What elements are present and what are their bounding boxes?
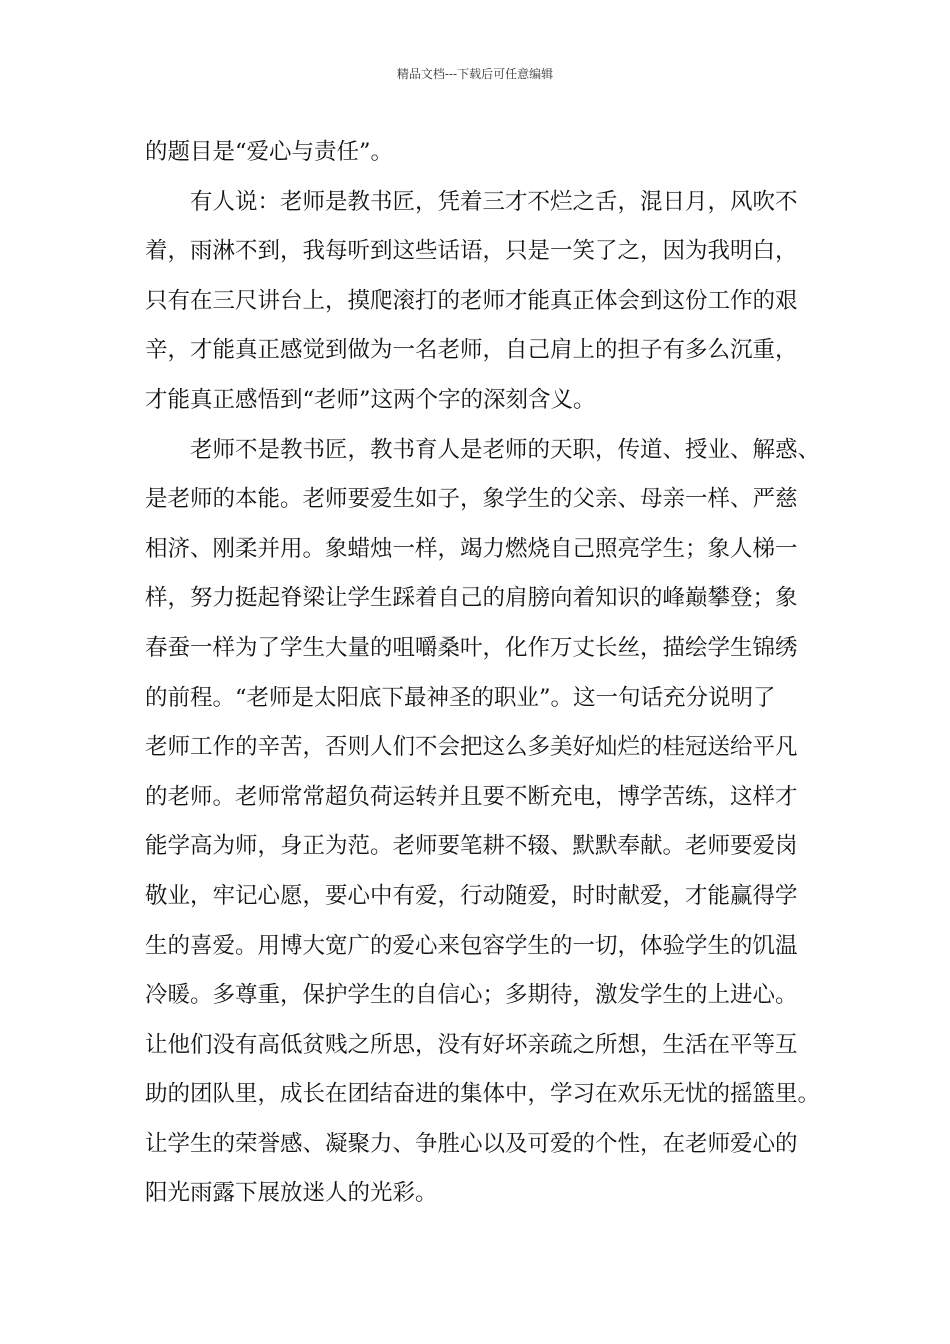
page-header: 精品文档---下载后可任意编辑: [396, 67, 554, 81]
text-line: 相济、刚柔并用。象蜡烛一样，竭力燃烧自己照亮学生；象人梯一: [145, 535, 798, 562]
text-line: 让学生的荣誉感、凝聚力、争胜心以及可爱的个性，在老师爱心的: [145, 1130, 798, 1157]
text-line: 的题目是“爱心与责任”。: [145, 139, 394, 165]
text-line: 能学高为师，身正为范。老师要笔耕不辍、默默奉献。老师要爱岗: [145, 833, 798, 860]
text-line: 敬业，牢记心愿，要心中有爱，行动随爱，时时献爱，才能赢得学: [145, 882, 798, 909]
text-line: 助的团队里，成长在团结奋进的集体中，学习在欢乐无忧的摇篮里。: [145, 1081, 821, 1108]
text-line: 的前程。“老师是太阳底下最神圣的职业”。这一句话充分说明了: [145, 684, 776, 711]
text-line: 生的喜爱。用博大宽广的爱心来包容学生的一切，体验学生的饥温: [145, 932, 798, 959]
text-line: 是老师的本能。老师要爱生如子，象学生的父亲、母亲一样、严慈: [145, 486, 798, 513]
paragraph-start-line: 老师不是教书匠，教书育人是老师的天职，传道、授业、解惑、: [190, 436, 821, 463]
text-line: 样，努力挺起脊梁让学生踩着自己的肩膀向着知识的峰巅攀登；象: [145, 585, 798, 612]
text-line: 冷暖。多尊重，保护学生的自信心；多期待，激发学生的上进心。: [145, 982, 798, 1009]
text-line: 阳光雨露下展放迷人的光彩。: [145, 1180, 438, 1207]
text-line: 春蚕一样为了学生大量的咀嚼桑叶，化作万丈长丝，描绘学生锦绣: [145, 634, 798, 661]
text-line: 老师工作的辛苦，否则人们不会把这么多美好灿烂的桂冠送给平凡: [145, 734, 798, 761]
text-line: 的老师。老师常常超负荷运转并且要不断充电，博学苦练，这样才: [145, 783, 798, 810]
document-body: [145, 128, 835, 1219]
text-line: 着，雨淋不到，我每听到这些话语，只是一笑了之，因为我明白，: [145, 238, 798, 265]
text-line: 才能真正感悟到“老师”这两个字的深刻含义。: [145, 386, 596, 413]
text-line: 辛，才能真正感觉到做为一名老师，自己肩上的担子有多么沉重，: [145, 337, 798, 364]
text-line: 只有在三尺讲台上，摸爬滚打的老师才能真正体会到这份工作的艰: [145, 287, 798, 314]
text-line: 让他们没有高低贫贱之所思，没有好坏亲疏之所想，生活在平等互: [145, 1031, 798, 1058]
paragraph-start-line: 有人说：老师是教书匠，凭着三才不烂之舌，混日月，风吹不: [190, 188, 798, 215]
